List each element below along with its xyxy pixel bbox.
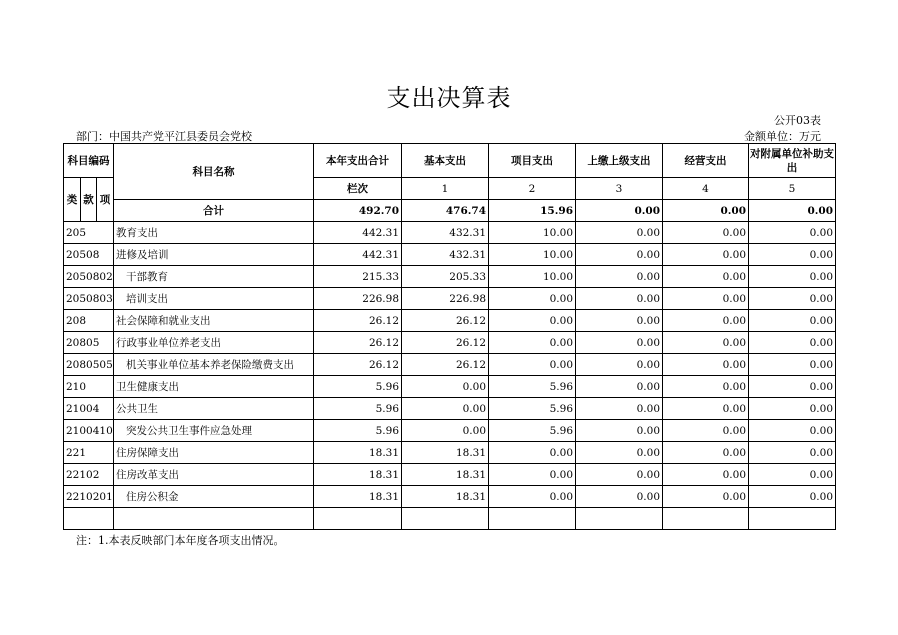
value-cell-col-5: 0.00 bbox=[663, 310, 749, 332]
value-cell-col-3: 5.96 bbox=[489, 398, 576, 420]
col-operating-header: 经营支出 bbox=[663, 144, 749, 178]
subject-code-cell: 2210201 bbox=[64, 486, 114, 508]
value-cell-col-1: 442.31 bbox=[314, 222, 402, 244]
table-row bbox=[64, 288, 836, 310]
col-project-header: 项目支出 bbox=[489, 144, 576, 178]
empty-cell bbox=[402, 508, 489, 530]
value-cell-col-2: 18.31 bbox=[402, 464, 489, 486]
value-cell-col-6: 0.00 bbox=[749, 420, 836, 442]
table-row bbox=[64, 420, 836, 442]
empty-cell bbox=[314, 508, 402, 530]
total-value-1: 492.70 bbox=[314, 200, 402, 222]
page-title: 支出决算表 bbox=[386, 84, 512, 112]
subject-name-cell: 机关事业单位基本养老保险缴费支出 bbox=[114, 354, 314, 376]
subject-code-cell: 2050802 bbox=[64, 266, 114, 288]
value-cell-col-3: 0.00 bbox=[489, 310, 576, 332]
value-cell-col-6: 0.00 bbox=[749, 486, 836, 508]
value-cell-col-5: 0.00 bbox=[663, 420, 749, 442]
value-cell-col-2: 432.31 bbox=[402, 244, 489, 266]
empty-cell bbox=[749, 508, 836, 530]
value-cell-col-3: 10.00 bbox=[489, 266, 576, 288]
value-cell-col-5: 0.00 bbox=[663, 288, 749, 310]
value-cell-col-1: 18.31 bbox=[314, 442, 402, 464]
subject-name-cell: 住房保障支出 bbox=[114, 442, 314, 464]
subject-code-cell: 2080505 bbox=[64, 354, 114, 376]
xiang-header: 项 bbox=[97, 178, 114, 222]
subject-name-cell: 卫生健康支出 bbox=[114, 376, 314, 398]
value-cell-col-2: 0.00 bbox=[402, 398, 489, 420]
value-cell-col-2: 205.33 bbox=[402, 266, 489, 288]
value-cell-col-5: 0.00 bbox=[663, 332, 749, 354]
subject-code-cell: 205 bbox=[64, 222, 114, 244]
department-label: 部门：中国共产党平江县委员会党校 bbox=[76, 130, 252, 143]
subject-name-cell: 培训支出 bbox=[114, 288, 314, 310]
subject-name-cell: 突发公共卫生事件应急处理 bbox=[114, 420, 314, 442]
empty-cell bbox=[114, 508, 314, 530]
value-cell-col-3: 0.00 bbox=[489, 354, 576, 376]
subject-code-cell: 210 bbox=[64, 376, 114, 398]
col-total-header: 本年支出合计 bbox=[314, 144, 402, 178]
value-cell-col-5: 0.00 bbox=[663, 376, 749, 398]
table-row bbox=[64, 222, 836, 244]
table-row bbox=[64, 398, 836, 420]
value-cell-col-5: 0.00 bbox=[663, 398, 749, 420]
value-cell-col-2: 26.12 bbox=[402, 310, 489, 332]
subject-name-cell: 行政事业单位养老支出 bbox=[114, 332, 314, 354]
value-cell-col-4: 0.00 bbox=[576, 376, 663, 398]
value-cell-col-6: 0.00 bbox=[749, 398, 836, 420]
value-cell-col-4: 0.00 bbox=[576, 486, 663, 508]
value-cell-col-4: 0.00 bbox=[576, 266, 663, 288]
value-cell-col-4: 0.00 bbox=[576, 442, 663, 464]
subject-code-cell: 20805 bbox=[64, 332, 114, 354]
value-cell-col-5: 0.00 bbox=[663, 266, 749, 288]
subject-code-cell: 2050803 bbox=[64, 288, 114, 310]
value-cell-col-2: 26.12 bbox=[402, 354, 489, 376]
col-num-3: 3 bbox=[576, 178, 663, 200]
subject-name-header: 科目名称 bbox=[114, 144, 314, 200]
value-cell-col-1: 226.98 bbox=[314, 288, 402, 310]
value-cell-col-4: 0.00 bbox=[576, 398, 663, 420]
expenditure-table bbox=[63, 143, 836, 530]
col-num-2: 2 bbox=[489, 178, 576, 200]
subject-code-cell: 2100410 bbox=[64, 420, 114, 442]
value-cell-col-1: 442.31 bbox=[314, 244, 402, 266]
header-row bbox=[64, 144, 836, 178]
value-cell-col-3: 10.00 bbox=[489, 222, 576, 244]
value-cell-col-6: 0.00 bbox=[749, 222, 836, 244]
value-cell-col-6: 0.00 bbox=[749, 464, 836, 486]
value-cell-col-6: 0.00 bbox=[749, 442, 836, 464]
subject-name-cell: 公共卫生 bbox=[114, 398, 314, 420]
value-cell-col-2: 432.31 bbox=[402, 222, 489, 244]
col-basic-header: 基本支出 bbox=[402, 144, 489, 178]
col-remit-header: 上缴上级支出 bbox=[576, 144, 663, 178]
lanci-label: 栏次 bbox=[314, 178, 402, 200]
value-cell-col-4: 0.00 bbox=[576, 464, 663, 486]
total-value-6: 0.00 bbox=[749, 200, 836, 222]
value-cell-col-4: 0.00 bbox=[576, 310, 663, 332]
subject-name-cell: 住房改革支出 bbox=[114, 464, 314, 486]
kuan-header: 款 bbox=[81, 178, 97, 222]
form-code: 公开03表 bbox=[774, 114, 821, 127]
subject-name-cell: 教育支出 bbox=[114, 222, 314, 244]
value-cell-col-1: 26.12 bbox=[314, 354, 402, 376]
value-cell-col-6: 0.00 bbox=[749, 376, 836, 398]
total-value-5: 0.00 bbox=[663, 200, 749, 222]
table-note: 注：1.本表反映部门本年度各项支出情况。 bbox=[76, 534, 285, 547]
total-value-4: 0.00 bbox=[576, 200, 663, 222]
subject-name-cell: 住房公积金 bbox=[114, 486, 314, 508]
value-cell-col-4: 0.00 bbox=[576, 332, 663, 354]
subject-code-cell: 21004 bbox=[64, 398, 114, 420]
subject-name-cell: 干部教育 bbox=[114, 266, 314, 288]
value-cell-col-5: 0.00 bbox=[663, 222, 749, 244]
value-cell-col-3: 0.00 bbox=[489, 442, 576, 464]
empty-cell bbox=[489, 508, 576, 530]
subject-name-cell: 社会保障和就业支出 bbox=[114, 310, 314, 332]
value-cell-col-6: 0.00 bbox=[749, 332, 836, 354]
value-cell-col-1: 5.96 bbox=[314, 420, 402, 442]
table-row bbox=[64, 442, 836, 464]
total-value-3: 15.96 bbox=[489, 200, 576, 222]
value-cell-col-3: 5.96 bbox=[489, 420, 576, 442]
empty-cell bbox=[576, 508, 663, 530]
value-cell-col-5: 0.00 bbox=[663, 486, 749, 508]
table-row bbox=[64, 354, 836, 376]
amount-unit-label: 金额单位：万元 bbox=[744, 130, 821, 143]
value-cell-col-3: 10.00 bbox=[489, 244, 576, 266]
value-cell-col-6: 0.00 bbox=[749, 266, 836, 288]
value-cell-col-6: 0.00 bbox=[749, 288, 836, 310]
col-num-1: 1 bbox=[402, 178, 489, 200]
value-cell-col-2: 0.00 bbox=[402, 376, 489, 398]
subject-code-cell: 221 bbox=[64, 442, 114, 464]
col-num-5: 5 bbox=[749, 178, 836, 200]
value-cell-col-6: 0.00 bbox=[749, 244, 836, 266]
lei-header: 类 bbox=[64, 178, 81, 222]
empty-cell bbox=[663, 508, 749, 530]
value-cell-col-1: 18.31 bbox=[314, 464, 402, 486]
col-subsidy-header: 对附属单位补助支出 bbox=[749, 144, 836, 178]
table-row bbox=[64, 464, 836, 486]
subject-code-cell: 22102 bbox=[64, 464, 114, 486]
value-cell-col-4: 0.00 bbox=[576, 222, 663, 244]
subject-code-header: 科目编码 bbox=[64, 144, 114, 178]
value-cell-col-2: 26.12 bbox=[402, 332, 489, 354]
value-cell-col-1: 5.96 bbox=[314, 376, 402, 398]
value-cell-col-1: 26.12 bbox=[314, 310, 402, 332]
value-cell-col-3: 5.96 bbox=[489, 376, 576, 398]
value-cell-col-1: 18.31 bbox=[314, 486, 402, 508]
subject-name-cell: 进修及培训 bbox=[114, 244, 314, 266]
value-cell-col-2: 18.31 bbox=[402, 442, 489, 464]
value-cell-col-3: 0.00 bbox=[489, 288, 576, 310]
table-row bbox=[64, 486, 836, 508]
empty-cell bbox=[64, 508, 114, 530]
value-cell-col-4: 0.00 bbox=[576, 354, 663, 376]
empty-row bbox=[64, 508, 836, 530]
value-cell-col-3: 0.00 bbox=[489, 464, 576, 486]
value-cell-col-3: 0.00 bbox=[489, 486, 576, 508]
value-cell-col-5: 0.00 bbox=[663, 464, 749, 486]
value-cell-col-1: 215.33 bbox=[314, 266, 402, 288]
total-label: 合计 bbox=[114, 200, 314, 222]
table-row bbox=[64, 332, 836, 354]
value-cell-col-5: 0.00 bbox=[663, 442, 749, 464]
value-cell-col-1: 26.12 bbox=[314, 332, 402, 354]
subject-code-cell: 20508 bbox=[64, 244, 114, 266]
value-cell-col-2: 0.00 bbox=[402, 420, 489, 442]
table-row bbox=[64, 244, 836, 266]
value-cell-col-4: 0.00 bbox=[576, 244, 663, 266]
value-cell-col-4: 0.00 bbox=[576, 288, 663, 310]
table-row bbox=[64, 266, 836, 288]
value-cell-col-3: 0.00 bbox=[489, 332, 576, 354]
total-row bbox=[64, 200, 836, 222]
total-value-2: 476.74 bbox=[402, 200, 489, 222]
col-num-4: 4 bbox=[663, 178, 749, 200]
value-cell-col-1: 5.96 bbox=[314, 398, 402, 420]
value-cell-col-5: 0.00 bbox=[663, 354, 749, 376]
value-cell-col-6: 0.00 bbox=[749, 354, 836, 376]
subject-code-cell: 208 bbox=[64, 310, 114, 332]
value-cell-col-2: 18.31 bbox=[402, 486, 489, 508]
value-cell-col-5: 0.00 bbox=[663, 244, 749, 266]
table-row bbox=[64, 310, 836, 332]
table-row bbox=[64, 376, 836, 398]
value-cell-col-4: 0.00 bbox=[576, 420, 663, 442]
value-cell-col-6: 0.00 bbox=[749, 310, 836, 332]
value-cell-col-2: 226.98 bbox=[402, 288, 489, 310]
